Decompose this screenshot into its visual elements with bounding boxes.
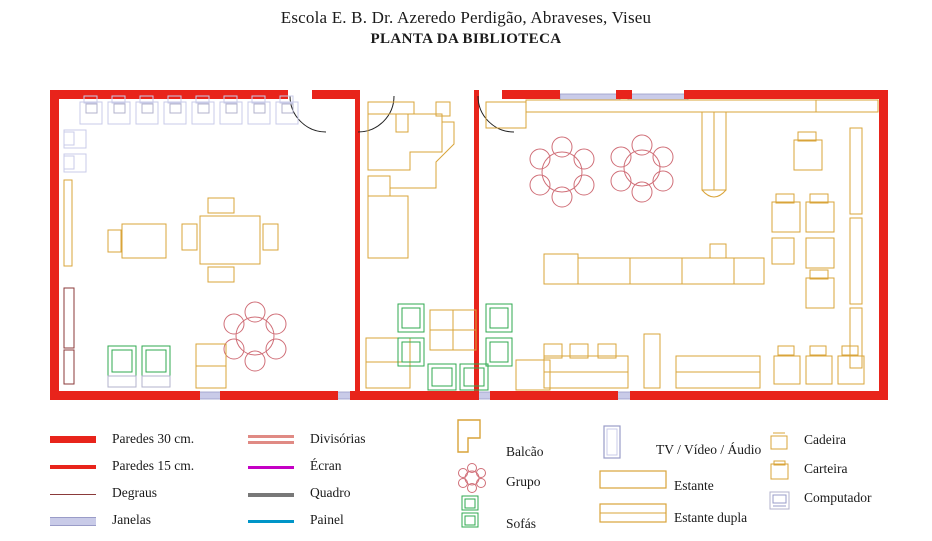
legend-label: Quadro [310,485,351,500]
legend-label: Estante [674,478,714,493]
legend-label: Painel [310,512,344,527]
legend-item [550,498,780,532]
title-block [0,8,932,48]
legend-item [50,509,220,536]
panel-swatch [248,520,294,523]
legend-label: Carteira [804,461,848,476]
legend-column-furniture-groups [410,428,570,532]
desk-icon [768,459,794,483]
computer-icon [768,488,794,514]
legend-item [248,428,398,455]
legend-item [550,462,780,498]
legend-label: Écran [310,458,342,473]
legend-item [768,486,932,515]
thick-wall-swatch [50,436,96,443]
legend-label: TV / Vídeo / Áudio [656,442,762,457]
legend-item [50,482,220,509]
legend-item [248,482,398,509]
tv-icon [598,424,628,462]
legend-item [410,428,570,462]
legend-column-walls-and-openings [50,428,220,536]
legend-item [50,428,220,455]
shelf-icon [598,468,670,492]
counter-icon [454,418,500,458]
legend-label: Degraus [112,485,157,500]
legend-item [410,496,570,532]
page-title: PLANTA DA BIBLIOTECA [370,31,562,47]
legend-label: Paredes 15 cm. [112,458,195,473]
legend-item [550,428,780,462]
school-name: Escola E. B. Dr. Azeredo Perdigão, Abraveses, Viseu [280,8,652,27]
partition-swatch [248,435,294,438]
legend-item [50,455,220,482]
legend-label: Computador [804,490,872,505]
legend-label: Grupo [506,474,541,489]
windows-swatch [50,517,96,526]
group-icon [454,462,500,494]
sofas-icon [456,494,496,534]
legend-column-seats-and-computers [768,428,932,515]
legend-item [248,509,398,536]
legend-column-equipment-and-shelves [550,428,780,532]
legend-label: Sofás [506,516,536,531]
legend-item [768,428,932,457]
legend-item [410,462,570,496]
legend-column-partitions-and-media [248,428,398,536]
legend-label: Estante dupla [674,510,748,525]
screen-swatch [248,466,294,469]
legend-item [768,457,932,486]
legend-label: Divisórias [310,431,366,446]
legend-label: Cadeira [804,432,846,447]
partition-swatch-second-line [248,441,294,444]
legend-item [248,455,398,482]
thin-wall-swatch [50,465,96,469]
double-shelf-icon [598,502,670,526]
legend-label: Janelas [112,512,151,527]
legend-label: Balcão [506,444,544,459]
chair-icon [768,430,794,454]
legend-label: Paredes 30 cm. [112,431,195,446]
steps-swatch [50,494,96,495]
board-swatch [248,493,294,497]
library-floor-plan [50,88,888,406]
legend [50,428,910,534]
